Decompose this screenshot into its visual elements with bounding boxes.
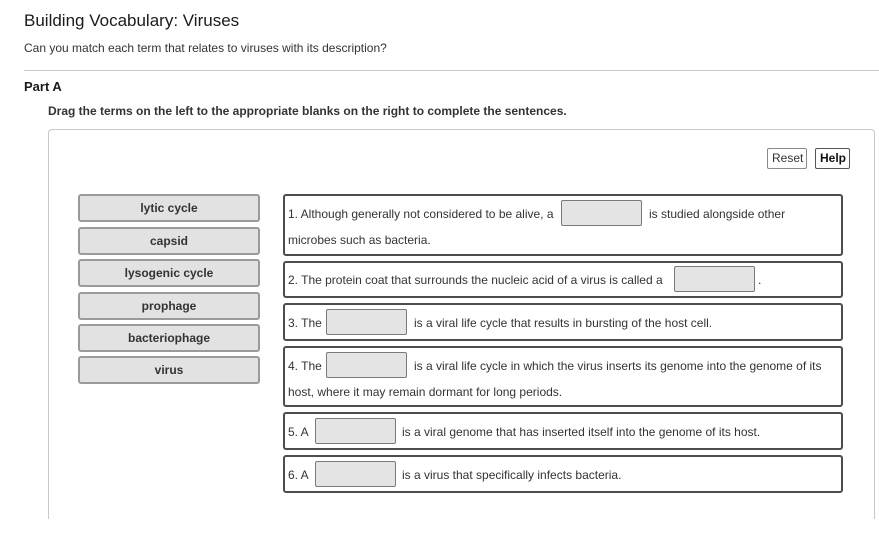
term-bacteriophage[interactable]: bacteriophage	[78, 324, 260, 352]
sentence-3	[283, 303, 843, 341]
sentence-2-text-before: 2. The protein coat that surrounds the nucleic acid of a virus is called a	[288, 273, 663, 287]
sentence-1-blank[interactable]	[561, 200, 642, 226]
sentence-6-blank[interactable]	[315, 461, 396, 487]
help-button[interactable]: Help	[815, 148, 850, 169]
sentence-3-text-after: is a viral life cycle that results in bursting of the host cell.	[414, 316, 713, 330]
sentence-6-text-before: 6. A	[288, 468, 309, 482]
sentence-1-text-before: 1. Although generally not considered to be alive, a	[288, 207, 554, 221]
sentence-3-text-before: 3. The	[288, 316, 322, 330]
term-lytic-cycle[interactable]: lytic cycle	[78, 194, 260, 222]
sentence-4-text-after: is a viral life cycle in which the virus inserts its genome into the genome of its	[414, 359, 822, 373]
sentence-4	[283, 346, 843, 407]
term-prophage[interactable]: prophage	[78, 292, 260, 320]
sentence-5	[283, 412, 843, 450]
sentence-2-text-after: .	[758, 273, 762, 287]
divider	[24, 70, 879, 71]
sentence-4-blank[interactable]	[326, 352, 407, 378]
sentence-5-blank[interactable]	[315, 418, 396, 444]
sentence-6-text-after: is a virus that specifically infects bacteria.	[402, 468, 622, 482]
sentence-4-text-before: 4. The	[288, 359, 322, 373]
page-title: Building Vocabulary: Viruses	[24, 11, 240, 30]
sentence-5-text-before: 5. A	[288, 425, 309, 439]
sentence-3-blank[interactable]	[326, 309, 407, 335]
sentence-1-text-after: is studied alongside other	[649, 207, 786, 221]
sentence-1-text-line2: microbes such as bacteria.	[288, 233, 431, 247]
instructions-text: Drag the terms on the left to the appropriate blanks on the right to complete the sentences.	[48, 104, 567, 118]
page-subtitle: Can you match each term that relates to viruses with its description?	[24, 41, 387, 55]
term-virus[interactable]: virus	[78, 356, 260, 384]
sentence-4-text-line2: host, where it may remain dormant for long periods.	[288, 385, 563, 399]
sentence-5-text-after: is a viral genome that has inserted itself into the genome of its host.	[402, 425, 761, 439]
part-label: Part A	[24, 79, 62, 94]
term-lysogenic-cycle[interactable]: lysogenic cycle	[78, 259, 260, 287]
reset-button[interactable]: Reset	[767, 148, 807, 169]
sentence-1	[283, 194, 843, 256]
sentence-2	[283, 261, 843, 298]
sentence-6	[283, 455, 843, 493]
term-capsid[interactable]: capsid	[78, 227, 260, 255]
sentence-2-blank[interactable]	[674, 266, 755, 292]
